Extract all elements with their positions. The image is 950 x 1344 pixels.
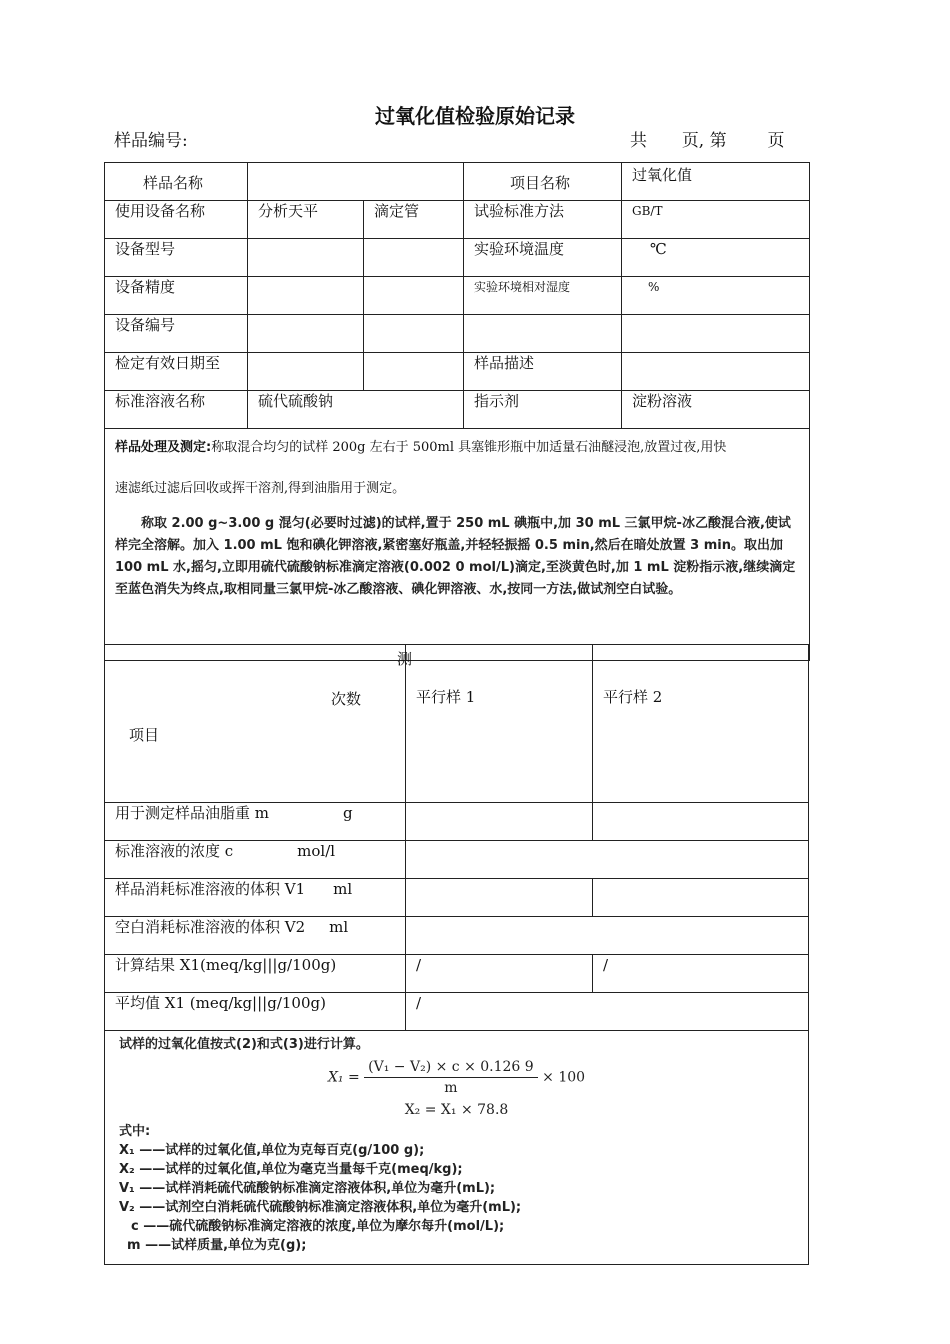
- sample-volume-p1[interactable]: [406, 879, 593, 917]
- sample-number-label: 样品编号:: [114, 131, 188, 151]
- formula-x2: X₂ = X₁ × 78.8: [404, 1102, 509, 1118]
- sample-volume-p2[interactable]: [593, 879, 809, 917]
- formula-x1-rhs: × 100: [542, 1069, 586, 1086]
- concentration-value[interactable]: [406, 841, 809, 879]
- processing-text-2: 速滤纸过滤后回收或挥干溶剂,得到油脂用于测定。: [115, 481, 406, 496]
- blank-volume-unit: ml: [329, 918, 349, 936]
- indicator-label: 指示剂: [464, 391, 622, 429]
- parallel-1-header: 平行样 1: [406, 645, 593, 803]
- processing-lead: 样品处理及测定:: [115, 440, 212, 455]
- row-formula: [105, 1031, 809, 1265]
- sample-name-value[interactable]: [248, 163, 464, 201]
- item-name-label: 项目名称: [464, 163, 622, 201]
- formula-def-x1: X₁ ——试样的过氧化值,单位为克每百克(g/100 g);: [119, 1143, 425, 1158]
- humidity-label: 实验环境相对湿度: [464, 277, 622, 315]
- model-label: 设备型号: [105, 239, 248, 277]
- sample-volume-label: 样品消耗标准溶液的体积 V1: [115, 880, 306, 898]
- diag-mid-text: 次数: [331, 690, 362, 708]
- total-pages-label: 共: [630, 131, 647, 151]
- page-title: 过氧化值检验原始记录: [375, 104, 575, 128]
- result-p1[interactable]: /: [406, 955, 593, 993]
- row-std-solution: [105, 391, 810, 429]
- device-no-value-2[interactable]: [364, 315, 464, 353]
- valid-until-label: 检定有效日期至: [105, 353, 248, 391]
- row-processing: [105, 429, 810, 661]
- blank-volume-label: 空白消耗标准溶液的体积 V2: [115, 918, 306, 936]
- average-label: 平均值 X1 (meq/kg|||g/100g): [105, 993, 406, 1031]
- formula-intro: 试样的过氧化值按式(2)和式(3)进行计算。: [119, 1037, 369, 1052]
- device-no-extra[interactable]: [464, 315, 622, 353]
- page-unit-1: 页,: [681, 131, 705, 151]
- row-model: [105, 239, 810, 277]
- formula-def-x2: X₂ ——试样的过氧化值,单位为毫克当量每千克(meq/kg);: [119, 1162, 463, 1177]
- processing-text-1: 称取混合均匀的试样 200g 左右于 500ml 具塞锥形瓶中加适量石油醚浸泡,放置过夜,用快: [211, 440, 727, 455]
- indicator-value[interactable]: 淀粉溶液: [622, 391, 810, 429]
- valid-until-value-1[interactable]: [248, 353, 364, 391]
- humidity-unit[interactable]: %: [622, 277, 810, 315]
- formula-def-m: m ——试样质量,单位为克(g);: [127, 1238, 307, 1253]
- row-result: [105, 955, 809, 993]
- equipment-2[interactable]: 滴定管: [364, 201, 464, 239]
- blank-volume-value[interactable]: [406, 917, 809, 955]
- diagonal-header-cell: [105, 645, 413, 803]
- row-concentration: [105, 841, 809, 879]
- std-solution-label: 标准溶液名称: [105, 391, 248, 429]
- processing-cell: [105, 429, 810, 661]
- row-average: [105, 993, 809, 1031]
- page-nth-label: 第: [709, 131, 727, 151]
- row-equipment: [105, 201, 810, 239]
- formula-x1-lhs: X₁ =: [327, 1069, 360, 1086]
- row-sample-name: [105, 163, 810, 201]
- concentration-label: 标准溶液的浓度 c: [115, 842, 234, 860]
- temp-label: 实验环境温度: [464, 239, 622, 277]
- formula-cell: [105, 1031, 809, 1265]
- page-count: [630, 126, 784, 151]
- diag-bottom-text: 项目: [129, 726, 160, 744]
- row-oil-weight: [105, 803, 809, 841]
- equipment-1[interactable]: 分析天平: [248, 201, 364, 239]
- formula-x1-denominator: m: [444, 1080, 458, 1096]
- sample-volume-unit: ml: [333, 880, 353, 898]
- formula-def-v1: V₁ ——试样消耗硫代硫酸钠标准滴定溶液体积,单位为毫升(mL);: [119, 1181, 496, 1196]
- formula-x1-numerator: (V₁ − V₂) × c × 0.126 9: [364, 1057, 538, 1078]
- oil-weight-unit: g: [343, 804, 353, 822]
- method-label: 试验标准方法: [464, 201, 622, 239]
- result-label: 计算结果 X1(meq/kg|||g/100g): [105, 955, 406, 993]
- precision-value-1[interactable]: [248, 277, 364, 315]
- record-table: [104, 162, 810, 661]
- row-sample-volume: [105, 879, 809, 917]
- valid-until-value-2[interactable]: [364, 353, 464, 391]
- item-name-value[interactable]: 过氧化值: [622, 163, 810, 201]
- formula-x1: [119, 1057, 794, 1098]
- sample-desc-value[interactable]: [622, 353, 810, 391]
- sample-name-label: 样品名称: [105, 163, 248, 201]
- sample-desc-label: 样品描述: [464, 353, 622, 391]
- device-no-extra-2[interactable]: [622, 315, 810, 353]
- oil-weight-label: 用于测定样品油脂重 m: [115, 804, 269, 822]
- device-no-value-1[interactable]: [248, 315, 364, 353]
- formula-where: 式中:: [119, 1124, 151, 1139]
- concentration-unit: mol/l: [297, 842, 336, 860]
- precision-label: 设备精度: [105, 277, 248, 315]
- row-blank-volume: [105, 917, 809, 955]
- formula-def-v2: V₂ ——试剂空白消耗硫代硫酸钠标准滴定溶液体积,单位为毫升(mL);: [119, 1200, 522, 1215]
- row-valid-date: [105, 353, 810, 391]
- oil-weight-p2[interactable]: [593, 803, 809, 841]
- model-value-1[interactable]: [248, 239, 364, 277]
- processing-procedure: 称取 2.00 g~3.00 g 混匀(必要时过滤)的试样,置于 250 mL 碘瓶中,加 30 mL 三氯甲烷-冰乙酸混合液,使试样完全溶解。加入 1.00 mL 饱和碘化钾溶液,紧密塞好瓶盖,并轻轻振摇 0.5 min,然后在暗处放置 3 min。取出加 100 mL 水,摇匀,立即用硫代硫酸钠标准滴定溶液(0.002 0 mol/L)滴定,至淡黄色时,加 1 mL 淀粉指示液,继续滴定至蓝色消失为终点,取相同量三氯甲烷-冰乙酸溶液、碘化钾溶液、水,按同一方法,做试剂空白试验。: [115, 516, 796, 597]
- row-device-no: [105, 315, 810, 353]
- page-unit-2: 页: [767, 131, 785, 151]
- measure-header-row: [105, 645, 809, 803]
- formula-def-c: c ——硫代硫酸钠标准滴定溶液的浓度,单位为摩尔每升(mol/L);: [131, 1219, 505, 1234]
- measurement-table: [104, 644, 809, 1265]
- method-value[interactable]: GB/T: [622, 201, 810, 239]
- row-precision: [105, 277, 810, 315]
- precision-value-2[interactable]: [364, 277, 464, 315]
- device-no-label: 设备编号: [105, 315, 248, 353]
- result-p2[interactable]: /: [593, 955, 809, 993]
- temp-unit[interactable]: ℃: [622, 239, 810, 277]
- oil-weight-p1[interactable]: [406, 803, 593, 841]
- parallel-2-header: 平行样 2: [593, 645, 809, 803]
- average-value[interactable]: /: [406, 993, 809, 1031]
- equipment-label: 使用设备名称: [105, 201, 248, 239]
- std-solution-value[interactable]: 硫代硫酸钠: [248, 391, 464, 429]
- diag-top-text: 测: [397, 650, 413, 668]
- model-value-2[interactable]: [364, 239, 464, 277]
